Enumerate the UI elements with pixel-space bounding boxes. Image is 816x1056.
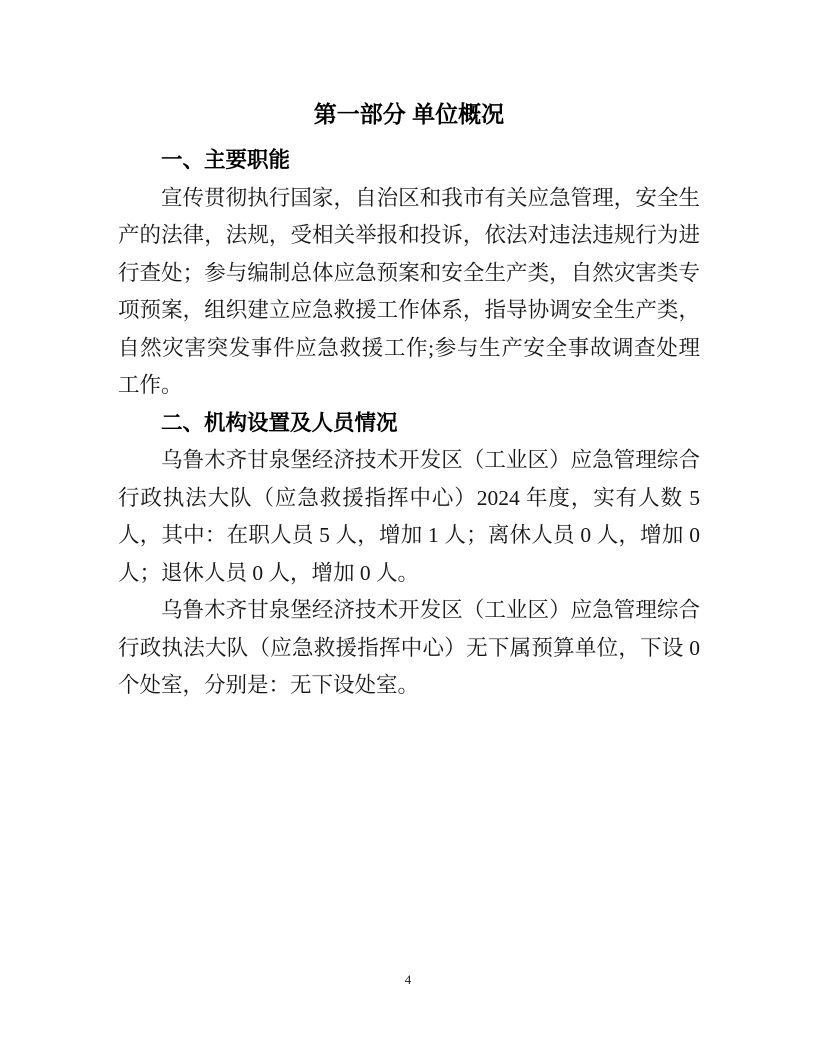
- document-title: 第一部分 单位概况: [313, 101, 505, 127]
- sections-container: [118, 142, 700, 705]
- paragraph-line: 个处室，分别是：无下设处室。: [118, 673, 420, 697]
- section-heading: 一、主要职能: [161, 148, 291, 172]
- paragraph-line: 人；退休人员 0 人，增加 0 人。: [118, 560, 420, 585]
- paragraph-line: 乌鲁木齐甘泉堡经济技术开发区（工业区）应急管理综合: [161, 448, 700, 472]
- paragraph-line: 人，其中：在职人员 5 人，增加 1 人；离休人员 0 人，增加 0: [118, 523, 700, 547]
- paragraph-line: 工作。: [118, 373, 183, 397]
- paragraph-line: 乌鲁木齐甘泉堡经济技术开发区（工业区）应急管理综合: [161, 598, 700, 622]
- paragraph: [118, 592, 700, 705]
- paragraph: [118, 442, 700, 592]
- paragraph: [118, 180, 700, 405]
- paragraph-line: 行政执法大队（应急救援指挥中心）2024 年度，实有人数 5: [118, 485, 700, 510]
- document-body: [118, 0, 700, 705]
- section-heading: 二、机构设置及人员情况: [161, 410, 398, 435]
- paragraph-line: 宣传贯彻执行国家，自治区和我市有关应急管理，安全生: [161, 185, 700, 210]
- paragraph-line: 产的法律，法规，受相关举报和投诉，依法对违法违规行为进: [118, 223, 700, 247]
- page-number: 4: [404, 972, 412, 987]
- paragraph-line: 行政执法大队（应急救援指挥中心）无下属预算单位，下设 0: [118, 635, 700, 660]
- paragraph-line: 自然灾害突发事件应急救援工作;参与生产安全事故调查处理: [118, 335, 700, 360]
- paragraph-line: 行查处；参与编制总体应急预案和安全生产类，自然灾害类专: [118, 260, 700, 285]
- paragraph-line: 项预案，组织建立应急救援工作体系，指导协调安全生产类，: [118, 298, 700, 322]
